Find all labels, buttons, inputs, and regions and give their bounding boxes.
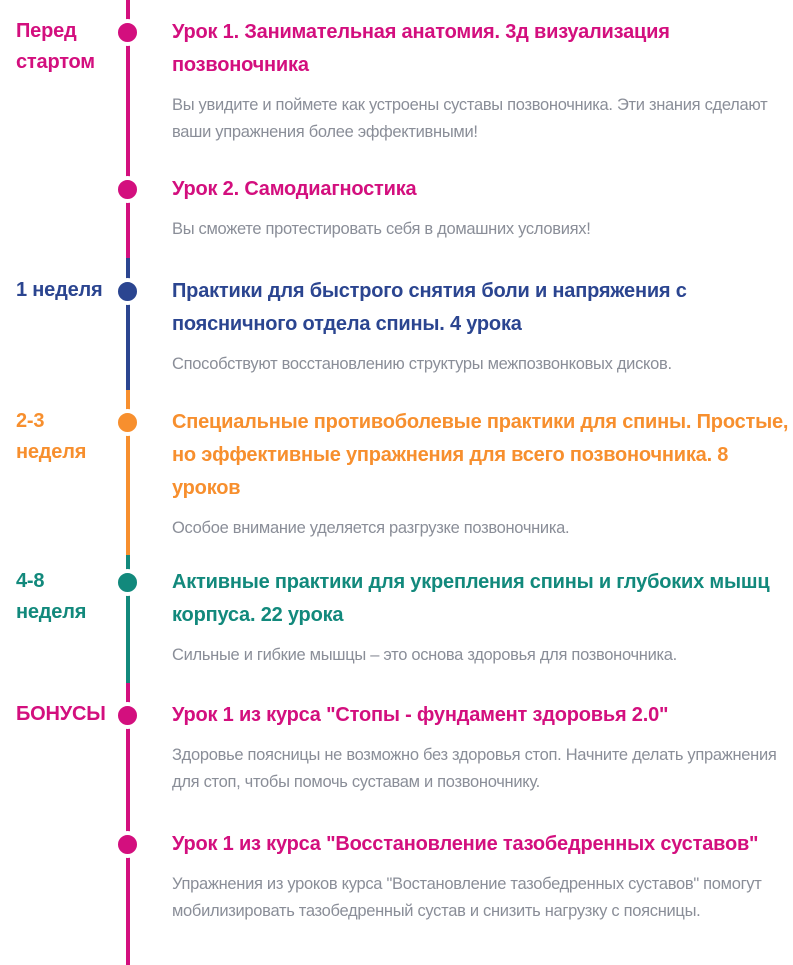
section-label: Перед стартом — [16, 20, 95, 73]
section-label: 1 неделя — [16, 279, 103, 301]
timeline-dot — [114, 702, 141, 729]
lesson-description: Способствуют восстановлению структуры межпозвонковых дисков. — [172, 355, 672, 373]
lesson-title: Урок 1. Занимательная анатомия. 3д визуализация позвоночника — [172, 21, 670, 76]
lesson-title: Урок 1 из курса "Стопы - фундамент здоровья 2.0" — [172, 704, 669, 726]
timeline-dot — [114, 176, 141, 203]
lesson-description: Упражнения из уроков курса "Востановление тазобедренных суставов" помогут мобилизировать тазобедренный сустав и снизить нагрузку с поясницы. — [172, 875, 762, 920]
lesson-title: Урок 1 из курса "Восстановление тазобедренных суставов" — [172, 833, 759, 855]
lesson-title: Урок 2. Самодиагностика — [172, 178, 417, 200]
lesson-title: Активные практики для укрепления спины и глубоких мышц корпуса. 22 урока — [172, 571, 770, 626]
lesson-title: Практики для быстрого снятия боли и напряжения с поясничного отдела спины. 4 урока — [172, 280, 687, 335]
lesson-description: Вы сможете протестировать себя в домашних условиях! — [172, 220, 591, 238]
lesson-description: Особое внимание уделяется разгрузке позвоночника. — [172, 519, 570, 537]
lesson-description: Здоровье поясницы не возможно без здоровья стоп. Начните делать упражнения для стоп, чтобы помочь суставам и позвоночнику. — [172, 746, 777, 791]
timeline-dot — [114, 569, 141, 596]
section-label: БОНУСЫ — [16, 703, 106, 725]
lesson-title: Специальные противоболевые практики для спины. Простые, но эффективные упражнения для всего позвоночника. 8 уроков — [172, 411, 789, 499]
timeline-dot — [114, 19, 141, 46]
section-label: 4-8 неделя — [16, 570, 87, 623]
timeline-dot — [114, 409, 141, 436]
lesson-description: Сильные и гибкие мышцы – это основа здоровья для позвоночника. — [172, 646, 677, 664]
section-label: 2-3 неделя — [16, 410, 87, 463]
timeline-dot — [114, 278, 141, 305]
timeline-dot — [114, 831, 141, 858]
lesson-description: Вы увидите и поймете как устроены суставы позвоночника. Эти знания сделают ваши упражнения более эффективными! — [172, 96, 768, 141]
